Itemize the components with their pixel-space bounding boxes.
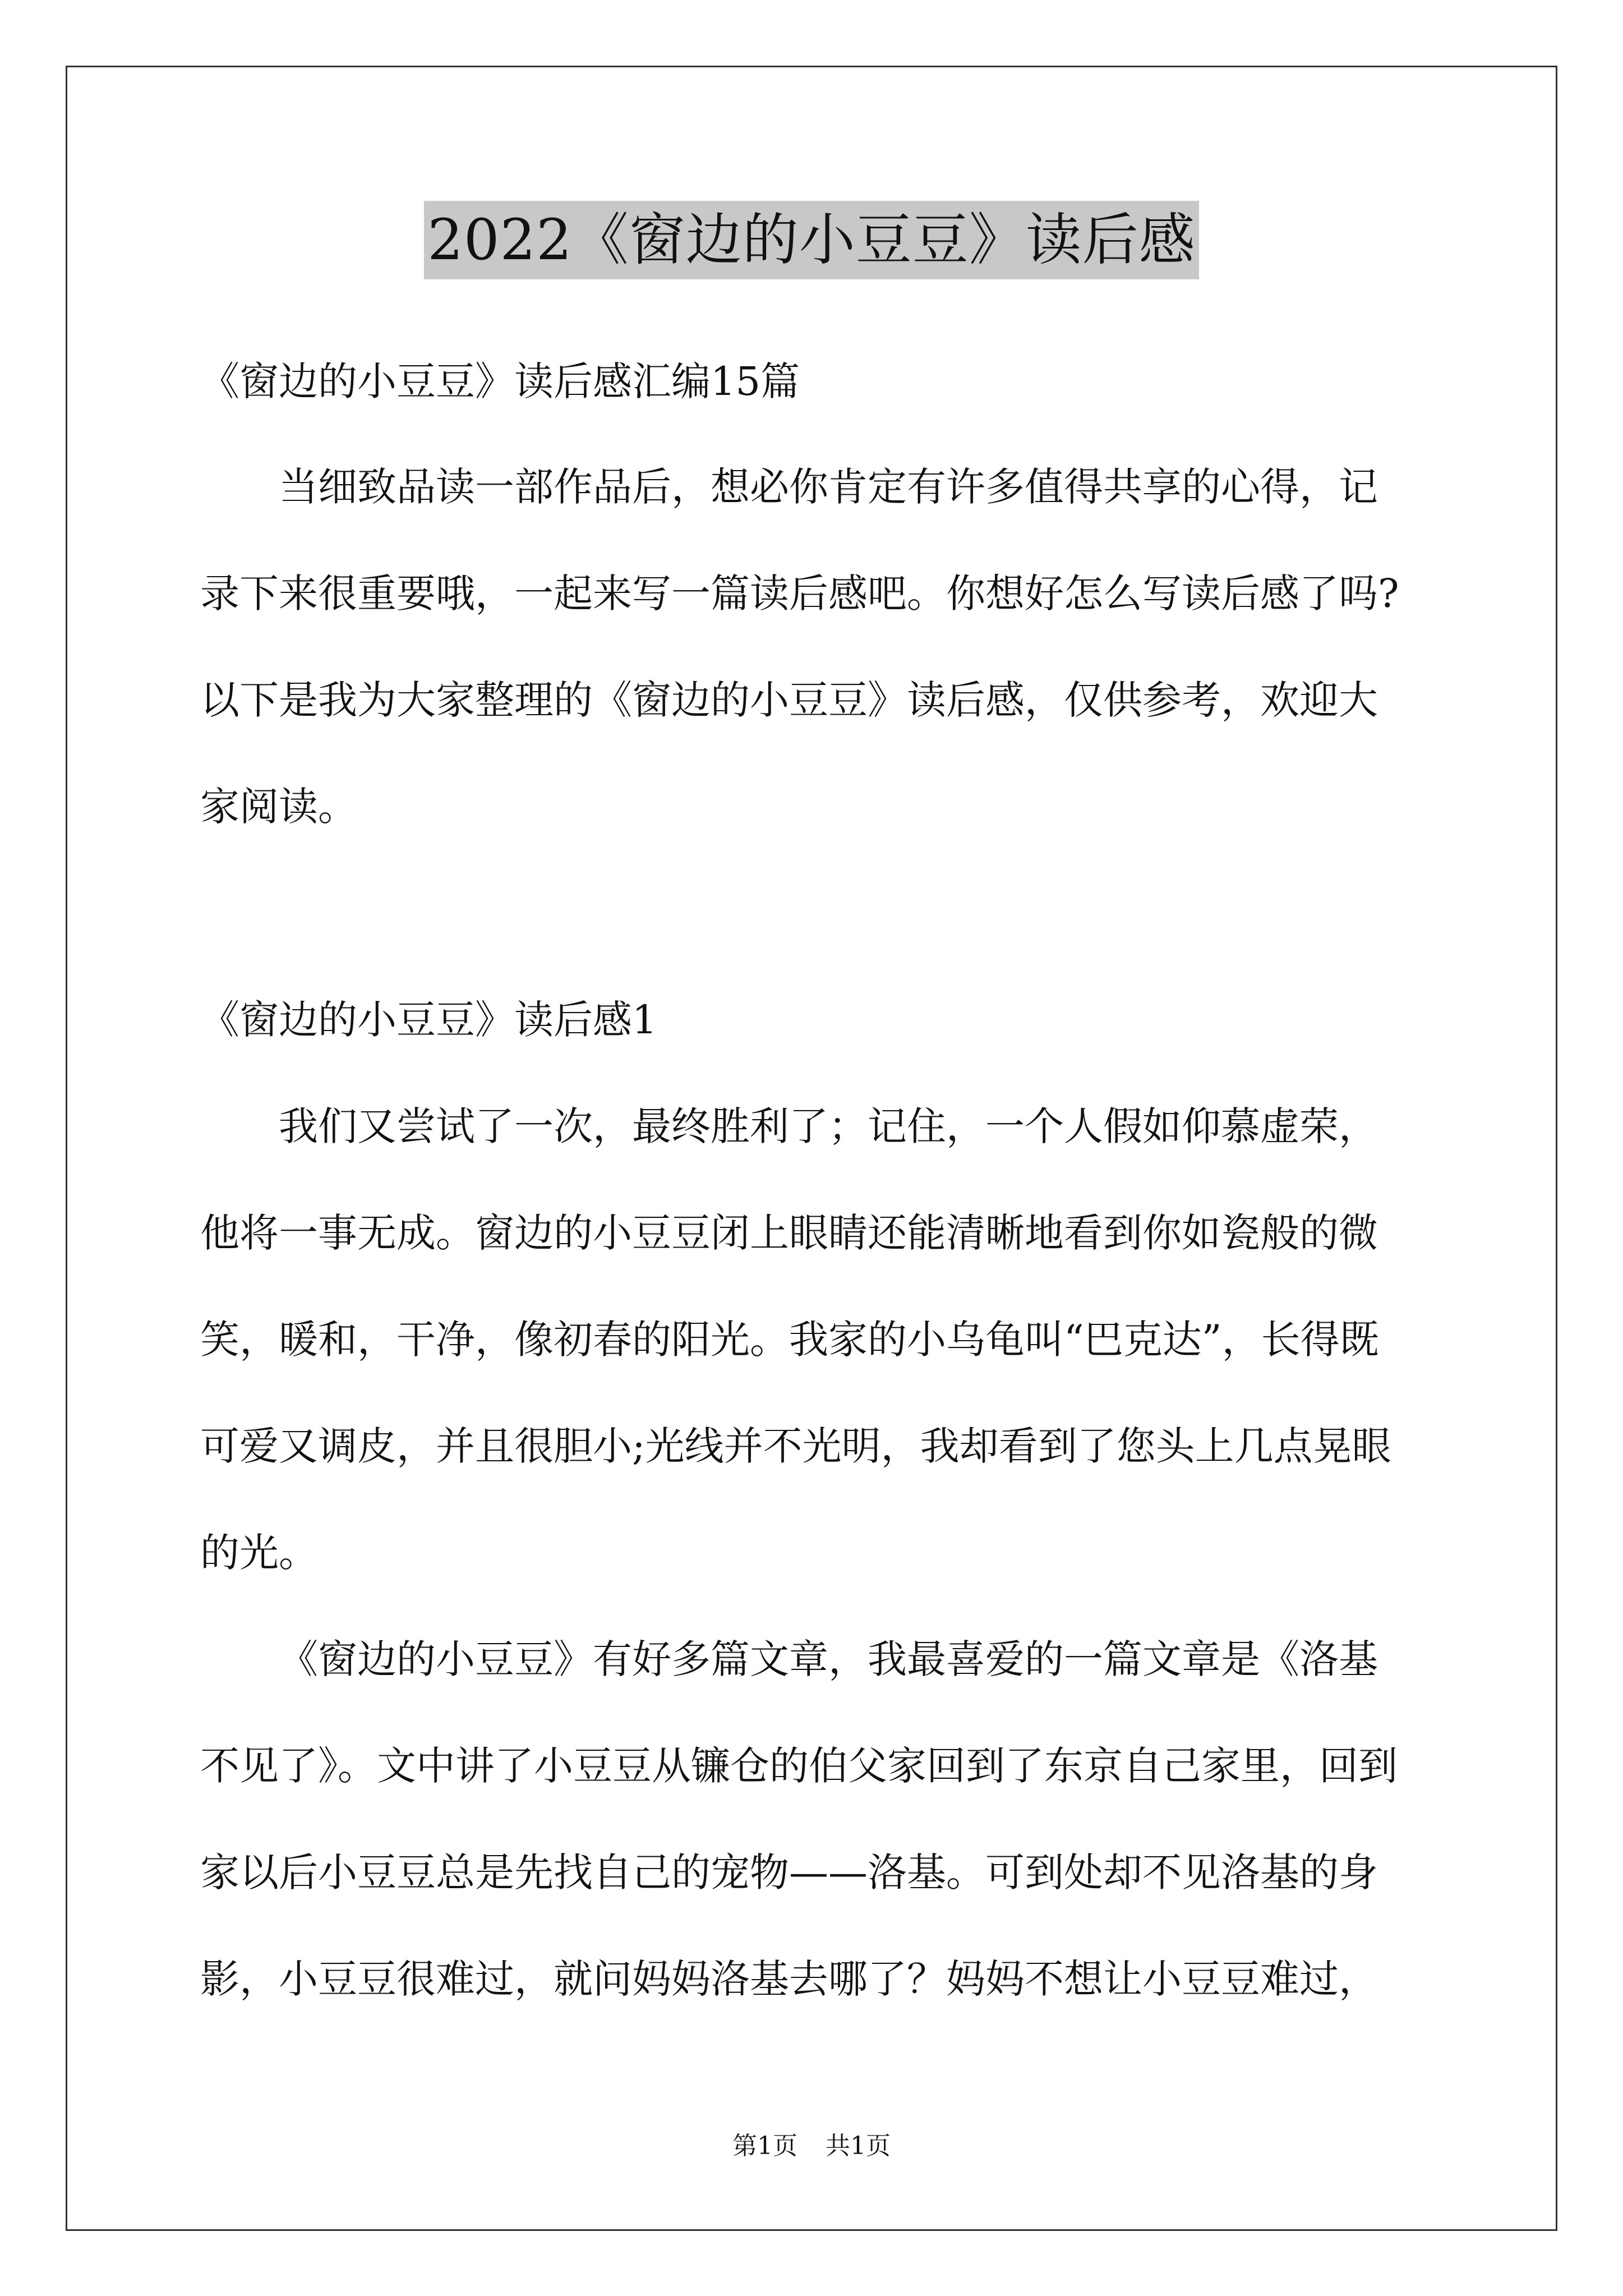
body-line: 我们又尝试了一次，最终胜利了；记住，一个人假如仰慕虚荣， [279,1103,1378,1149]
page-footer [0,2129,1623,2163]
intro-line: 当细致品读一部作品后，想必你肯定有许多值得共享的心得，记 [279,464,1378,510]
body-line: 《窗边的小豆豆》有好多篇文章，我最喜爱的一篇文章是《洛基 [279,1636,1378,1682]
body-line: 他将一事无成。窗边的小豆豆闭上眼睛还能清晰地看到你如瓷般的微 [200,1210,1378,1256]
document-title: 2022《窗边的小豆豆》读后感 [424,201,1199,279]
title-wrap [0,201,1623,279]
section-heading: 《窗边的小豆豆》读后感1 [200,997,657,1043]
body-line: 可爱又调皮，并且很胆小;光线并不光明，我却看到了您头上几点晃眼 [200,1423,1391,1469]
page-number: 第1页 [732,2132,797,2160]
body-line: 的光。 [200,1530,318,1576]
body-line: 笑，暖和，干净，像初春的阳光。我家的小乌龟叫“巴克达”，长得既 [200,1317,1379,1363]
document-subtitle: 《窗边的小豆豆》读后感汇编15篇 [200,358,800,404]
body-line: 影，小豆豆很难过，就问妈妈洛基去哪了？妈妈不想让小豆豆难过， [200,1956,1378,2002]
intro-line: 以下是我为大家整理的《窗边的小豆豆》读后感，仅供参考，欢迎大 [200,677,1378,723]
body-line: 家以后小豆豆总是先找自己的宠物——洛基。可到处却不见洛基的身 [200,1849,1378,1895]
body-line: 不见了》。文中讲了小豆豆从镰仓的伯父家回到了东京自己家里，回到 [200,1743,1398,1789]
intro-line: 家阅读。 [200,784,357,830]
intro-line: 录下来很重要哦，一起来写一篇读后感吧。你想好怎么写读后感了吗? [200,570,1399,616]
page-total: 共1页 [826,2132,891,2160]
